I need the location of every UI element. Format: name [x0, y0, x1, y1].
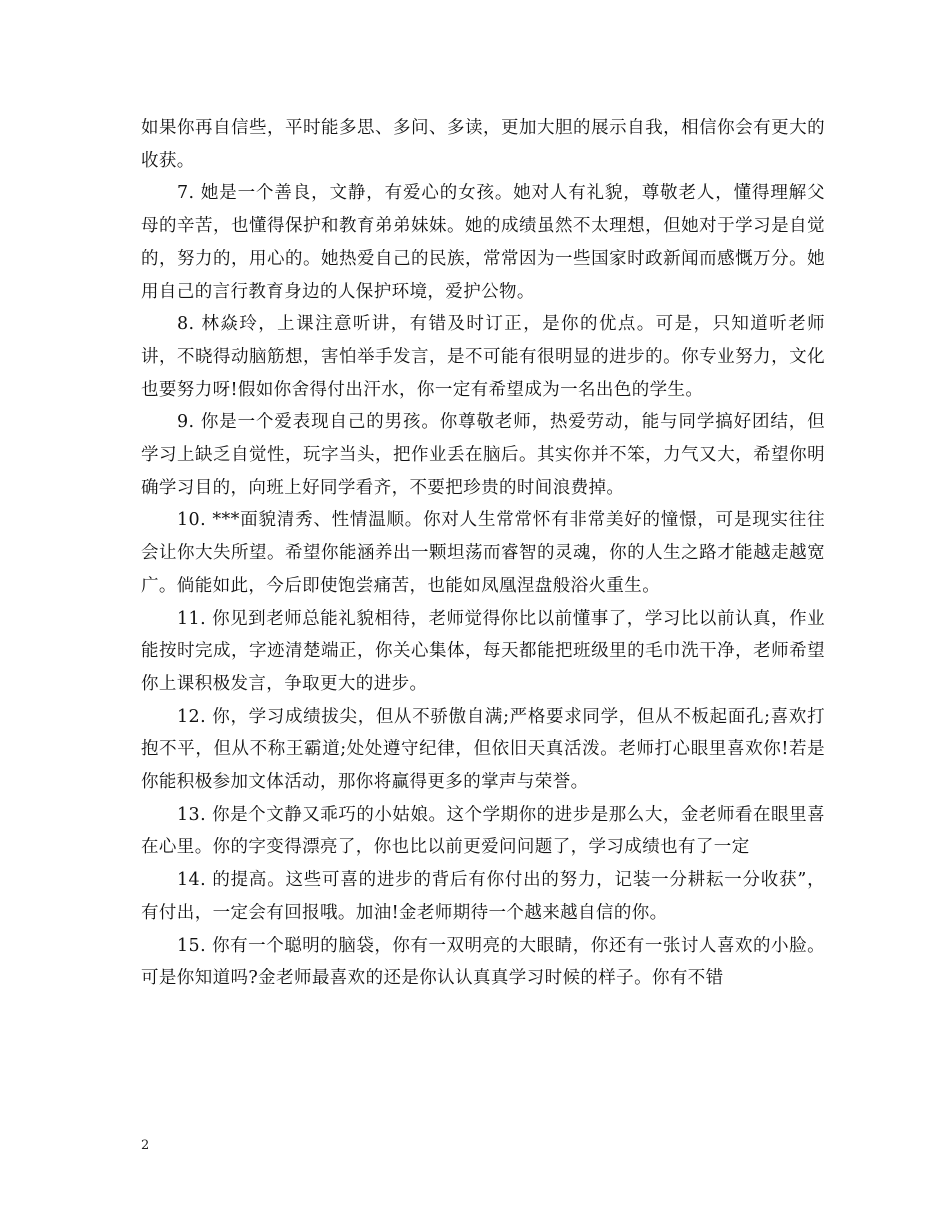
paragraph: 10. ***面貌清秀、性情温顺。你对人生常常怀有非常美好的憧憬，可是现实往往会让你大失所望。希望你能涵养出一颗坦荡而睿智的灵魂，你的人生之路才能越走越宽广。倘能如此，今后即使饱尝痛苦，也能如凤凰涅盘般浴火重生。 — [141, 510, 825, 596]
paragraph: 7. 她是一个善良，文静，有爱心的女孩。她对人有礼貌，尊敬老人，懂得理解父母的辛苦，也懂得保护和教育弟弟妹妹。她的成绩虽然不太理想，但她对于学习是自觉的，努力的，用心的。她热爱自己的民族，常常因为一些国家时政新闻而感慨万分。她用自己的言行教育身边的人保护环境，爱护公物。 — [141, 183, 825, 302]
paragraph: 13. 你是个文静又乖巧的小姑娘。这个学期你的进步是那么大，金老师看在眼里喜在心里。你的字变得漂亮了，你也比以前更爱问问题了，学习成绩也有了一定 — [141, 804, 825, 858]
document-body — [141, 112, 825, 995]
paragraph: 15. 你有一个聪明的脑袋，你有一双明亮的大眼睛，你还有一张讨人喜欢的小脸。可是你知道吗?金老师最喜欢的还是你认认真真学习时候的样子。你有不错 — [141, 935, 825, 989]
page-number: 2 — [141, 1138, 150, 1153]
paragraph: 11. 你见到老师总能礼貌相待，老师觉得你比以前懂事了，学习比以前认真，作业能按时完成，字迹清楚端正，你关心集体，每天都能把班级里的毛巾洗干净，老师希望你上课积极发言，争取更大的进步。 — [141, 608, 825, 694]
paragraph: 9. 你是一个爱表现自己的男孩。你尊敬老师，热爱劳动，能与同学搞好团结，但学习上缺乏自觉性，玩字当头，把作业丢在脑后。其实你并不笨，力气又大，希望你明确学习目的，向班上好同学看齐，不要把珍贵的时间浪费掉。 — [141, 412, 825, 498]
paragraph: 8. 林焱玲，上课注意听讲，有错及时订正，是你的优点。可是，只知道听老师讲，不晓得动脑筋想，害怕举手发言，是不可能有很明显的进步的。你专业努力，文化也要努力呀!假如你舍得付出汗水，你一定有希望成为一名出色的学生。 — [141, 314, 825, 400]
paragraph: 如果你再自信些，平时能多思、多问、多读，更加大胆的展示自我，相信你会有更大的收获。 — [141, 118, 825, 171]
paragraph: 14. 的提高。这些可喜的进步的背后有你付出的努力，记装一分耕耘一分收获”，有付出，一定会有回报哦。加油!金老师期待一个越来越自信的你。 — [141, 870, 825, 923]
paragraph: 12. 你，学习成绩拔尖，但从不骄傲自满;严格要求同学，但从不板起面孔;喜欢打抱不平，但从不称王霸道;处处遵守纪律，但依旧天真活泼。老师打心眼里喜欢你!若是你能积极参加文体活动，那你将赢得更多的掌声与荣誉。 — [141, 706, 825, 793]
